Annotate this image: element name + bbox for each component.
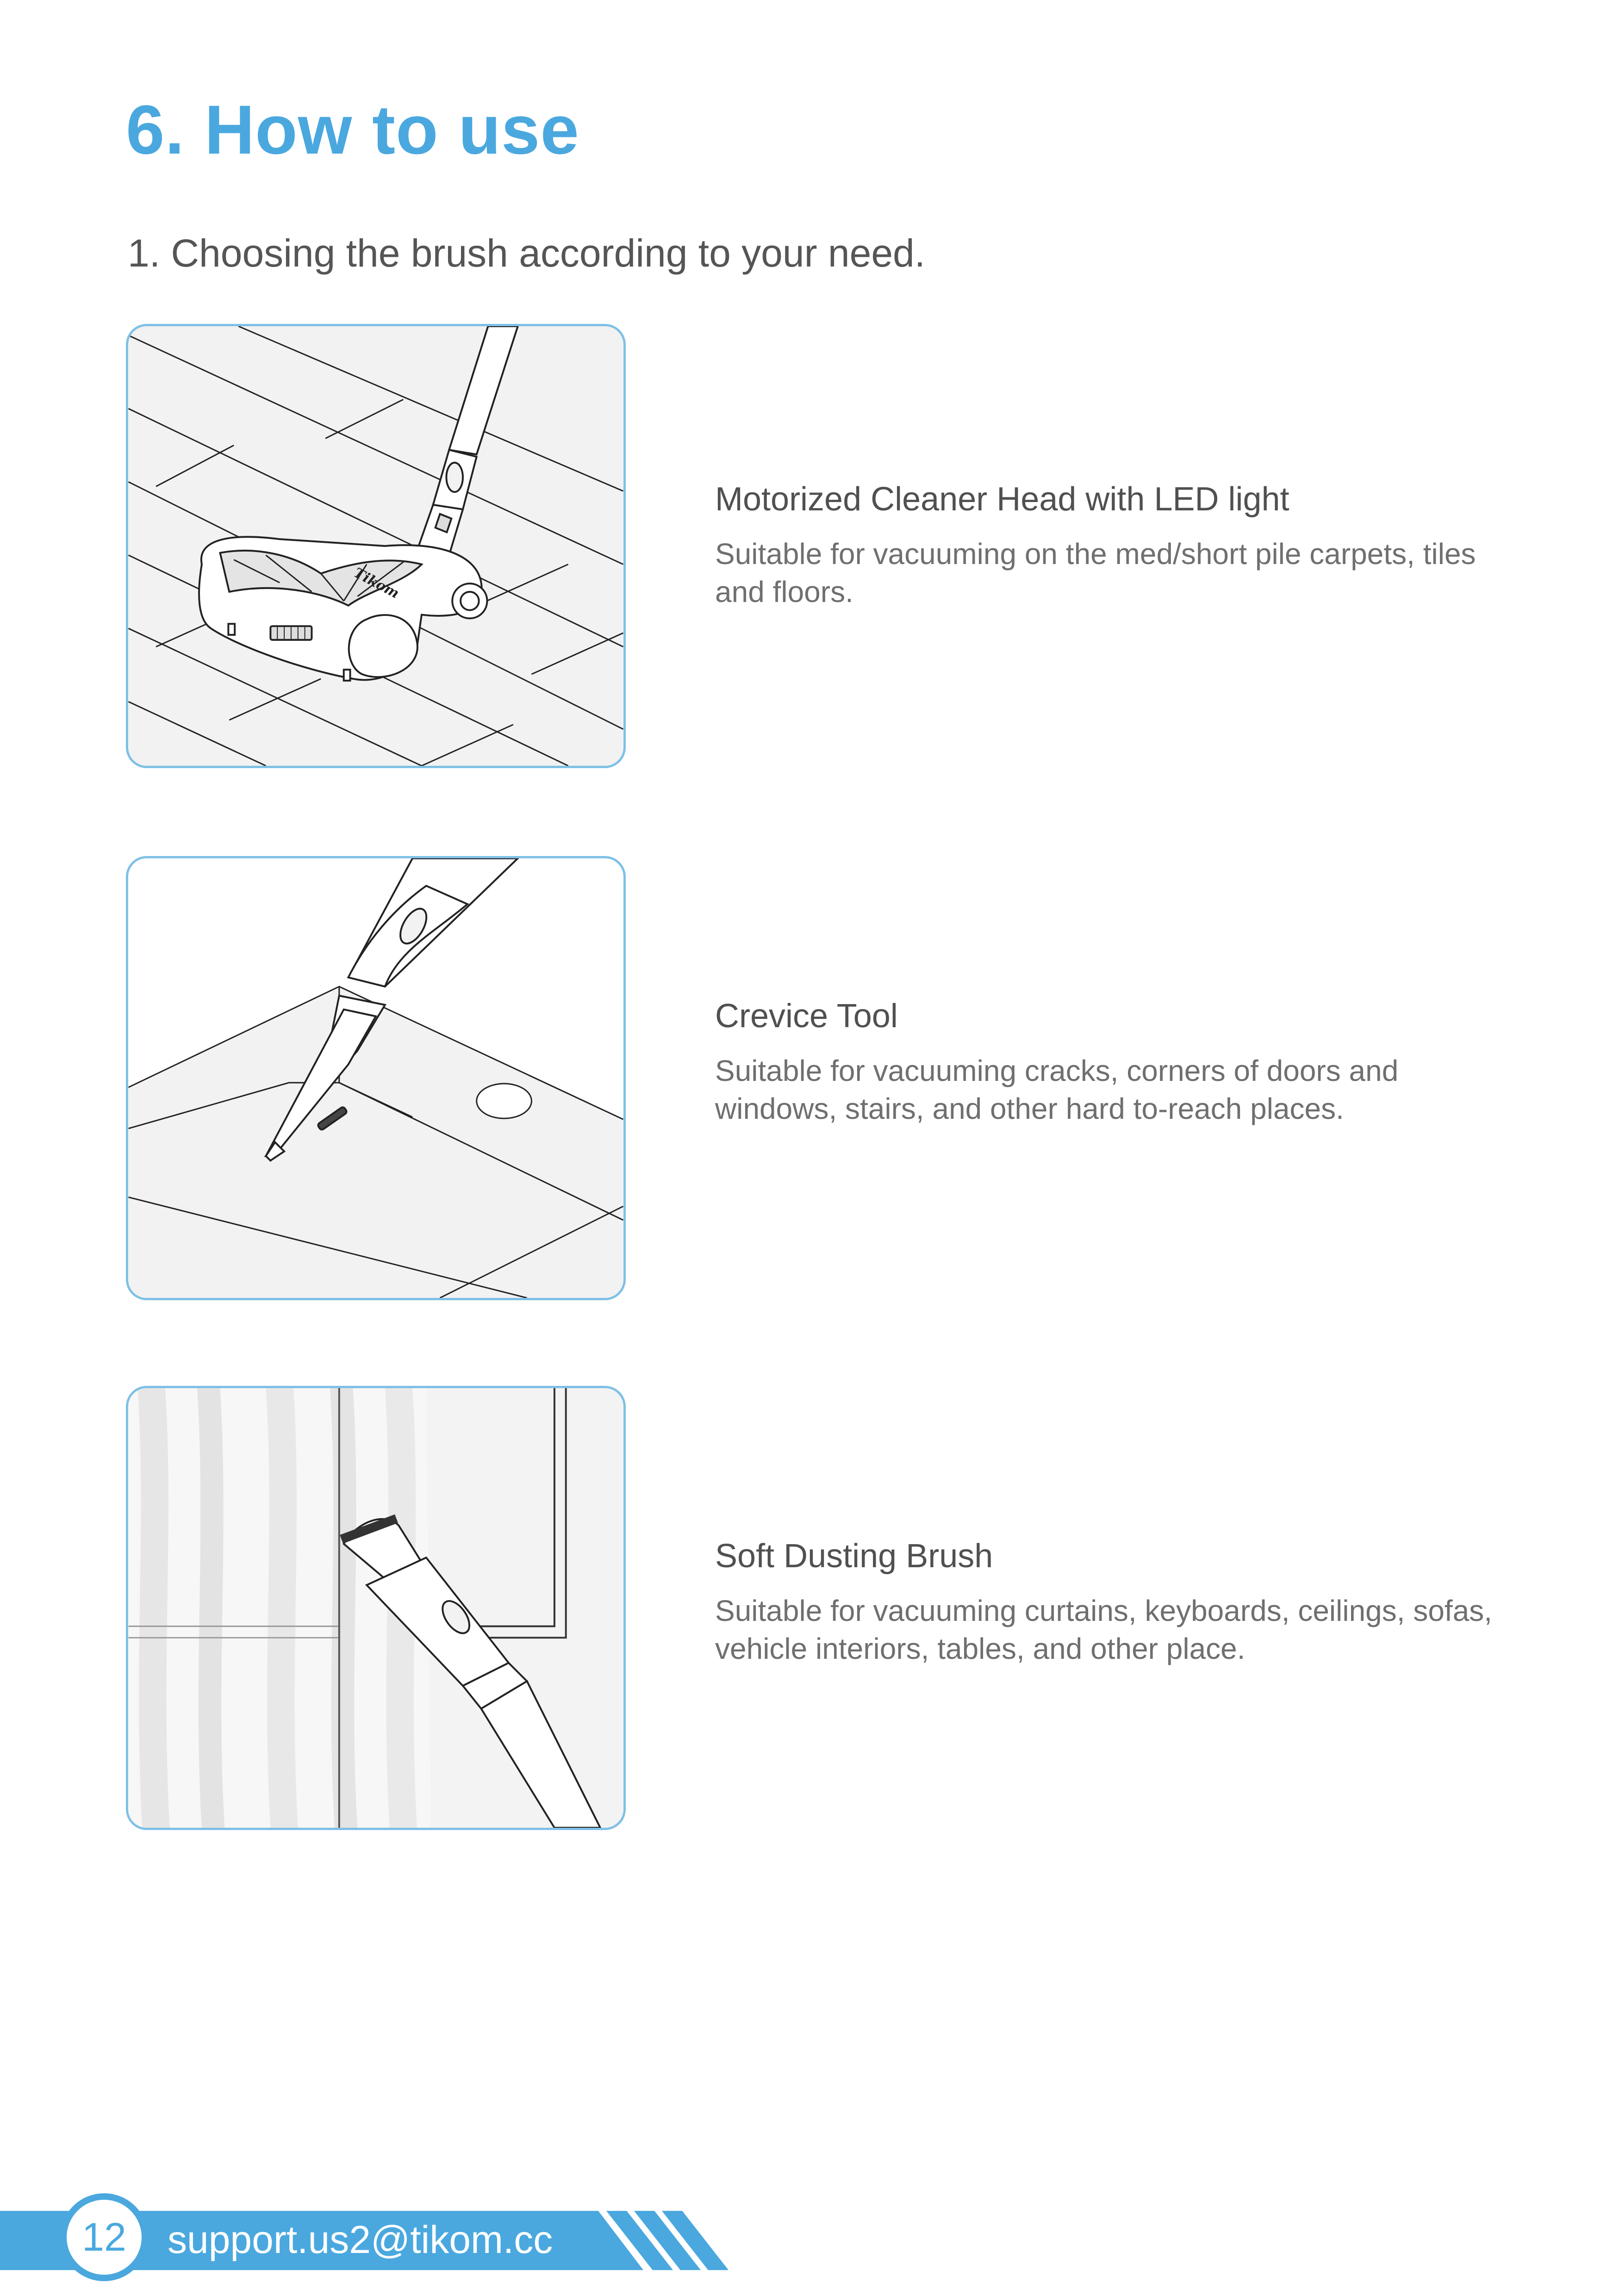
motorized-head-illustration [126,324,626,768]
dusting-brush-drawing [128,1388,623,1828]
support-email-link[interactable]: support.us2@tikom.cc [168,2218,553,2261]
motorized-head-description: Suitable for vacuuming on the med/short pile carpets, tiles and floors. [715,537,1476,608]
dusting-brush-title: Soft Dusting Brush [715,1538,993,1575]
page-footer [0,2193,685,2296]
page-title: 6. How to use [126,91,579,168]
crevice-tool-illustration [126,856,626,1300]
brand-logo: Tikom [351,564,402,602]
motorized-head-drawing [128,326,623,766]
dusting-brush-illustration [126,1386,626,1830]
crevice-tool-title: Crevice Tool [715,998,898,1035]
crevice-tool-description: Suitable for vacuuming cracks, corners of doors and windows, stairs, and other hard to-reach places. [715,1054,1399,1125]
motorized-head-title: Motorized Cleaner Head with LED light [715,481,1289,518]
crevice-tool-drawing [128,858,623,1298]
dusting-brush-description: Suitable for vacuuming curtains, keyboards, ceilings, sofas, vehicle interiors, tables, and other place. [715,1594,1493,1665]
page-number: 12 [60,2193,148,2281]
step-instruction: 1. Choosing the brush according to your need. [128,231,926,275]
